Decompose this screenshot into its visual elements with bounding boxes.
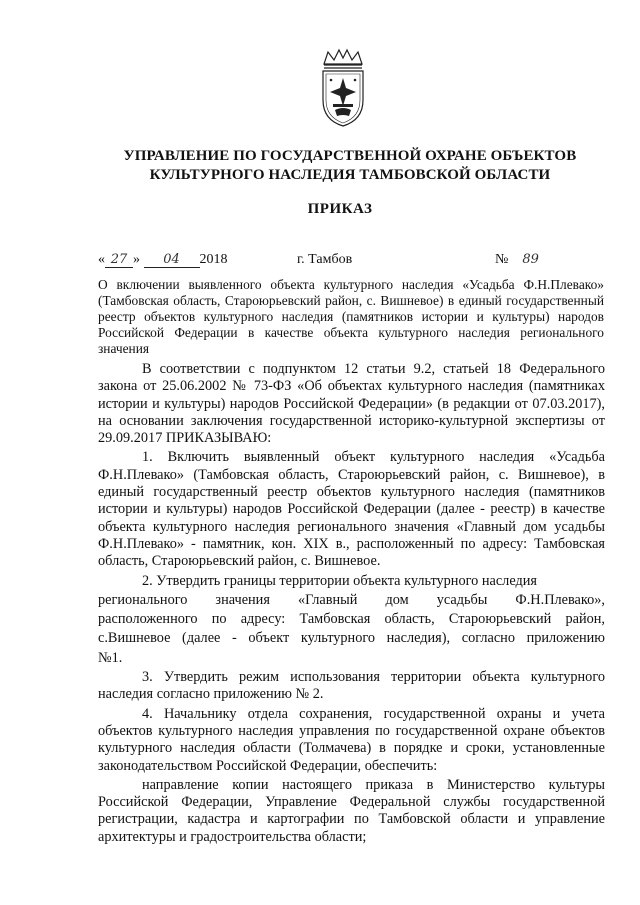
order-number-block (495, 251, 539, 269)
order-subject: О включении выявленного объекта культурного наследия «Усадьба Ф.Н.Плевако» (Тамбовская область, Староюрьевский район, с. Вишневое) в единый государственный реестр объектов культурного наследия (памятников истории и культуры) народов Российской Федерации в качестве объекта культурного наследия регионального значения (98, 277, 604, 356)
item-2-cont (98, 630, 605, 647)
item-4-subitem: направление копии настоящего приказа в Министерство культуры Российской Федерации, Управление Федеральной службы государственной регистрации, кадастра и картографии по Тамбовской области и управление архитектуры и градостроительства области; (98, 776, 605, 845)
order-year: 2018 (199, 252, 228, 267)
date-open-quote: « (98, 252, 105, 267)
item-3: 3. Утвердить режим использования территории объекта культурного наследия согласно приложению № 2. (98, 669, 605, 703)
item-2-line: регионального значения «Главный дом усадьбы Ф.Н.Плевако», (98, 591, 605, 608)
item-2-cont (98, 650, 605, 667)
item-2-line: с.Вишневое (далее - объект культурного наследия), согласно приложению (98, 630, 605, 647)
order-date (98, 251, 228, 269)
order-city: г. Тамбов (297, 252, 353, 267)
order-body (98, 361, 605, 848)
item-2-line: №1. (98, 649, 123, 666)
item-2-line: расположенного по адресу: Тамбовская область, Староюрьевский район, (98, 611, 605, 628)
item-4: 4. Начальнику отдела сохранения, государственной охраны и учета объектов культурного наследия управления по государственной охране объектов культурного наследия области (Толмачева) в порядке и сроки, установленные законодательством Российской Федерации, обеспечить: (98, 705, 605, 774)
number-label: № (495, 252, 509, 267)
issuing-authority (60, 147, 640, 185)
item-1: 1. Включить выявленный объект культурного наследия «Усадьба Ф.Н.Плевако» (Тамбовская область, Староюрьевский район, с. Вишневое), в единый государственный реестр объектов культурного наследия (памятников истории и культуры) народов Российской Федерации (далее - реестр) в качестве объекта культурного наследия регионального значения «Главный дом усадьбы Ф.Н.Плевако» - памятник, кон. XIX в., расположенный по адресу: Тамбовская область, Староюрьевский район, с. Вишневое. (98, 449, 605, 570)
coat-of-arms-icon (318, 48, 368, 128)
item-2-cont (98, 611, 605, 628)
order-month: 04 (144, 252, 200, 268)
order-number: 89 (522, 252, 539, 267)
date-close-quote: » (133, 252, 140, 267)
document-type: ПРИКАЗ (307, 201, 373, 217)
item-2-line: 2. Утвердить границы территории объекта культурного наследия (142, 572, 537, 589)
authority-line-2: КУЛЬТУРНОГО НАСЛЕДИЯ ТАМБОВСКОЙ ОБЛАСТИ (149, 167, 551, 183)
order-day: 27 (105, 252, 133, 268)
item-2 (98, 573, 605, 590)
item-2-cont (98, 592, 605, 609)
preamble: В соответствии с подпунктом 12 статьи 9.2, статьей 18 Федерального закона от 25.06.2002 № 73-ФЗ «Об объектах культурного наследия (памятниках истории и культуры) народов Российской Федерации» (в редакции от 07.03.2017), на основании заключения государственной историко-культурной экспертизы от 29.09.2017 ПРИКАЗЫВАЮ: (98, 361, 605, 447)
authority-line-1: УПРАВЛЕНИЕ ПО ГОСУДАРСТВЕННОЙ ОХРАНЕ ОБЪЕКТОВ (123, 148, 577, 164)
